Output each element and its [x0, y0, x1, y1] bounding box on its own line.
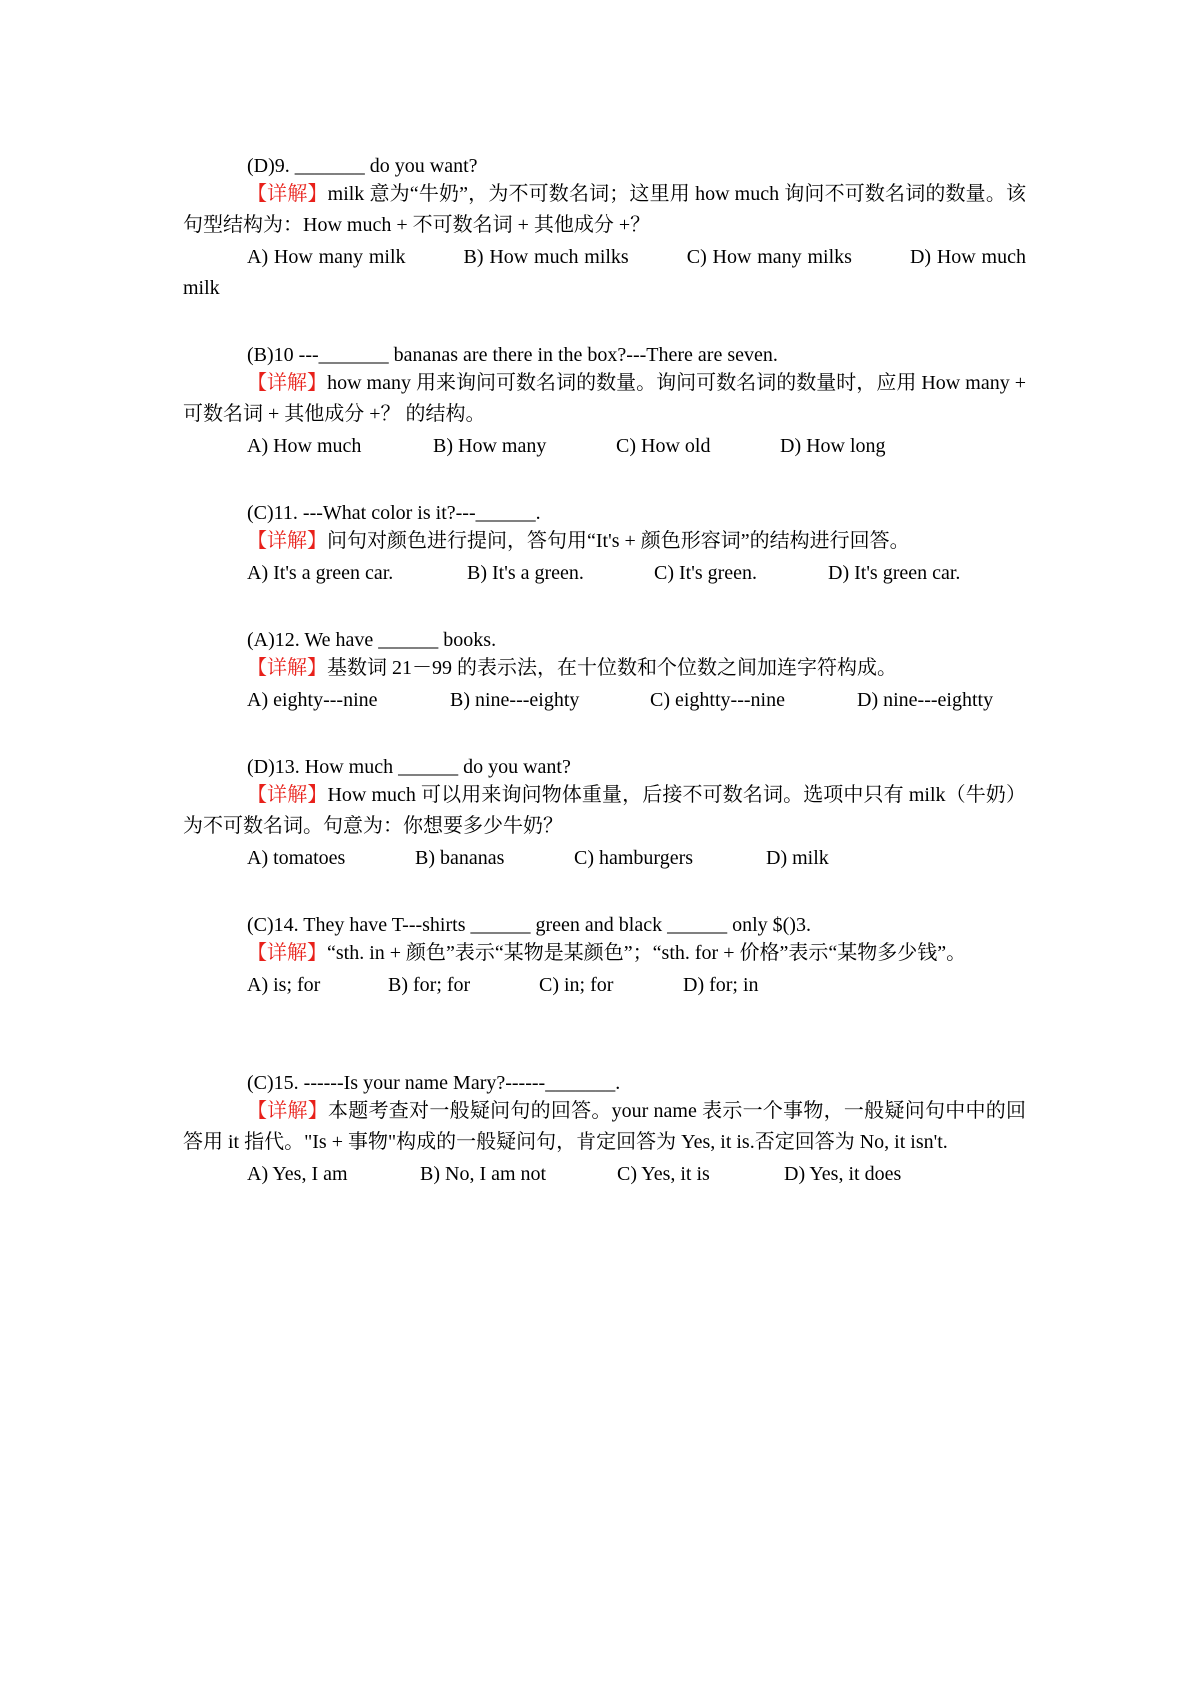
options-row: [183, 430, 1026, 463]
option-d: D) for; in: [683, 974, 759, 996]
question-stem: (C)14. They have T---shirts ______ green and black ______ only $()3.: [247, 914, 811, 936]
option-a: A) is; for: [247, 974, 321, 996]
option-d: D) It's green car.: [828, 562, 961, 584]
question-explanation: [183, 653, 1026, 684]
option-a: A) Yes, I am: [247, 1163, 348, 1185]
question-explanation: [183, 526, 1026, 557]
question-stem: (C)11. ---What color is it?---______.: [247, 502, 541, 524]
question-10: [183, 340, 1026, 463]
question-12: [183, 625, 1026, 717]
option-d: D) Yes, it does: [784, 1163, 902, 1185]
question-14: [183, 910, 1026, 1002]
option-b: B) How many: [433, 435, 547, 457]
explanation-tag: 【详解】: [247, 942, 327, 964]
explanation-tag: 【详解】: [247, 784, 328, 806]
options-line: A) How many milk B) How much milks C) How many milks D) How much milk: [183, 246, 1031, 299]
explanation-tag: 【详解】: [247, 372, 328, 394]
question-explanation: [183, 368, 1026, 430]
question-stem: (C)15. ------Is your name Mary?------_______.: [247, 1072, 621, 1094]
option-a: A) It's a green car.: [247, 562, 394, 584]
question-stem: (D)9. _______ do you want?: [247, 155, 478, 177]
option-b: B) nine---eighty: [450, 689, 580, 711]
option-d: D) How long: [780, 435, 886, 457]
options-row: [183, 842, 1026, 875]
explanation-text: How much 可以用来询问物体重量，后接不可数名词。选项中只有 milk（牛奶）为不可数名词。句意为：你想要多少牛奶？: [183, 784, 1027, 837]
option-d: D) nine---eightty: [857, 689, 994, 711]
option-c: C) eightty---nine: [650, 689, 785, 711]
options-row: [183, 557, 1026, 590]
question-13: [183, 752, 1026, 875]
option-b: B) for; for: [388, 974, 471, 996]
option-c: C) It's green.: [654, 562, 758, 584]
explanation-text: 基数词 21－99 的表示法，在十位数和个位数之间加连字符构成。: [327, 657, 897, 679]
option-c: C) in; for: [539, 974, 614, 996]
options-row: [183, 969, 1026, 1002]
option-c: C) hamburgers: [574, 847, 694, 869]
question-explanation: [183, 1096, 1026, 1158]
explanation-tag: 【详解】: [247, 1100, 329, 1122]
question-explanation: [183, 938, 1026, 969]
options-row: [183, 684, 1026, 717]
explanation-text: milk 意为“牛奶”，为不可数名词；这里用 how much 询问不可数名词的数量。该句型结构为：How much + 不可数名词 + 其他成分 +？: [183, 183, 1026, 236]
question-explanation: [183, 179, 1026, 241]
option-d: D) milk: [766, 847, 829, 869]
explanation-text: 本题考查对一般疑问句的回答。your name 表示一个事物，一般疑问句中中的回答用 it 指代。"Is + 事物"构成的一般疑问句，肯定回答为 Yes, it is.否定回答为 No, it isn't.: [183, 1100, 1026, 1153]
question-stem: (D)13. How much ______ do you want?: [247, 756, 571, 778]
question-11: [183, 498, 1026, 590]
explanation-text: “sth. in + 颜色”表示“某物是某颜色”；“sth. for + 价格”表示“某物多少钱”。: [327, 942, 967, 964]
options-row: [183, 1158, 1026, 1191]
option-b: B) It's a green.: [467, 562, 584, 584]
option-b: B) bananas: [415, 847, 505, 869]
option-b: B) No, I am not: [420, 1163, 547, 1185]
explanation-text: how many 用来询问可数名词的数量。询问可数名词的数量时，应用 How many + 可数名词 + 其他成分 +？ 的结构。: [183, 372, 1026, 425]
question-explanation: [183, 780, 1026, 842]
question-stem: (A)12. We have ______ books.: [247, 629, 497, 651]
option-c: C) How old: [616, 435, 711, 457]
option-a: A) How much: [247, 435, 362, 457]
explanation-tag: 【详解】: [247, 530, 327, 552]
option-a: A) eighty---nine: [247, 689, 378, 711]
option-a: A) tomatoes: [247, 847, 346, 869]
option-c: C) Yes, it is: [617, 1163, 710, 1185]
explanation-tag: 【详解】: [247, 183, 328, 205]
question-9: [183, 151, 1031, 304]
question-stem: (B)10 ---_______ bananas are there in the box?---There are seven.: [247, 344, 778, 366]
explanation-tag: 【详解】: [247, 657, 327, 679]
explanation-text: 问句对颜色进行提问，答句用“It's + 颜色形容词”的结构进行回答。: [327, 530, 910, 552]
question-15: [183, 1068, 1026, 1191]
